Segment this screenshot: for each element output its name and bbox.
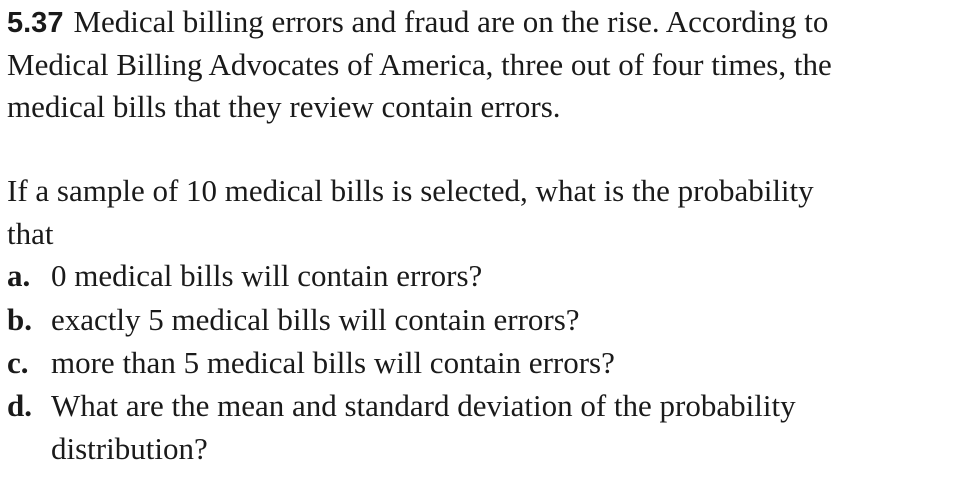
intro-line-2: Medical Billing Advocates of America, three out of four times, the bbox=[7, 47, 832, 82]
intro-line-1 bbox=[7, 4, 828, 41]
part-a-text: 0 medical bills will contain errors? bbox=[51, 258, 483, 293]
part-b-text: exactly 5 medical bills will contain errors? bbox=[51, 302, 580, 337]
question-line-2: that bbox=[7, 216, 54, 251]
part-d bbox=[7, 388, 796, 424]
part-d-text: What are the mean and standard deviation of the probability bbox=[51, 388, 796, 423]
part-a-letter: a. bbox=[7, 258, 31, 293]
intro-text-1: Medical billing errors and fraud are on the rise. According to bbox=[73, 4, 829, 39]
part-c-letter: c. bbox=[7, 345, 29, 380]
part-d-continuation: distribution? bbox=[51, 431, 208, 466]
part-c-text: more than 5 medical bills will contain errors? bbox=[51, 345, 615, 380]
problem-number: 5.37 bbox=[7, 7, 64, 39]
question-line-1: If a sample of 10 medical bills is selected, what is the probability bbox=[7, 173, 814, 208]
part-c bbox=[7, 345, 615, 381]
part-a bbox=[7, 258, 482, 294]
intro-line-3: medical bills that they review contain errors. bbox=[7, 89, 561, 124]
part-d-letter: d. bbox=[7, 388, 32, 423]
part-b-letter: b. bbox=[7, 302, 32, 337]
part-b bbox=[7, 302, 580, 338]
